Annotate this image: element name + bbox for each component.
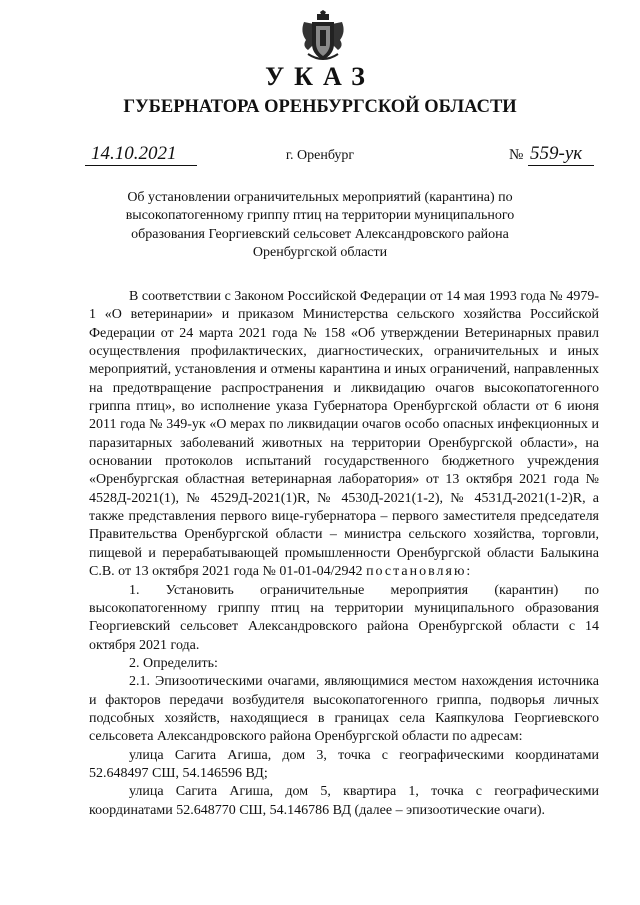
decree-city: г. Оренбург	[285, 148, 355, 163]
decree-number: 559-ук	[530, 143, 583, 164]
preamble-paragraph	[89, 288, 599, 582]
item-1-paragraph: 1. Установить ограничительные мероприятия (карантин) по высокопатогенному гриппу птиц на территории муниципального образования Георгиевский сельсовет Александровского района Оренбургской области с 14 октября 2021 года.	[89, 582, 599, 653]
decree-body	[89, 288, 599, 820]
document-type-title: УКАЗ	[265, 62, 375, 91]
decree-date: 14.10.2021	[91, 143, 177, 164]
coat-of-arms-icon	[298, 10, 348, 64]
decree-number-label: №	[509, 147, 524, 163]
item-2-1-paragraph: 2.1. Эпизоотическими очагами, являющимися местом нахождения источника и факторов передачи возбудителя высокопатогенного гриппа, подворья личных подсобных хозяйств, находящиеся в границах села Каяпкулова Георгиевского сельсовета Александровского района Оренбургской области по адресам:	[89, 674, 599, 745]
date-underline	[85, 165, 197, 166]
decree-word: постановляю:	[366, 564, 473, 580]
address-2-paragraph: улица Сагита Агиша, дом 5, квартира 1, точка с географическими координатами 52.648770 СШ, 54.146786 ВД (далее – эпизоотические очаги).	[89, 784, 599, 818]
number-underline	[528, 165, 594, 166]
address-1-paragraph: улица Сагита Агиша, дом 3, точка с географическими координатами 52.648497 СШ, 54.146596 ВД;	[89, 747, 599, 781]
item-2-paragraph: 2. Определить:	[129, 655, 218, 671]
preamble-text: В соответствии с Законом Российской Федерации от 14 мая 1993 года № 4979-1 «О ветеринарии» и приказом Министерства сельского хозяйства Российской Федерации от 24 марта 2021 года № 158 «Об утверждении Ветеринарных правил осуществления профилактических, диагностических, ограничительных и иных мероприятий, установления и отмены карантина и иных ограничений, направленных на предотвращение распространения и ликвидацию очагов высокопатогенного гриппа птиц», во исполнение указа Губернатора Оренбургской области от 6 июня 2011 года № 349-ук «О мерах по ликвидации очагов особо опасных инфекционных и паразитарных заболеваний животных на территории Оренбургской области», на основании протоколов испытаний государственного бюджетного учреждения «Оренбургская областная ветеринарная лаборатория» от 13 октября 2021 года № 4528Д-2021(1), № 4529Д-2021(1)R, № 4530Д-2021(1-2), № 4531Д-2021(1-2)R, а также представления первого вице-губернатора – первого заместителя председателя Правительства Оренбургской области – министра сельского хозяйства, торговли, пищевой и перерабатывающей промышленности Оренбургской области Балыкина С.В. от 13 октября 2021 года № 01-01-04/2942	[89, 289, 599, 580]
decree-subject: Об установлении ограничительных мероприятий (карантина) по высокопатогенному гриппу птиц на территории муниципального образования Георгиевский сельсовет Александровского района Оренбургской области	[125, 190, 515, 261]
issuer-title: ГУБЕРНАТОРА ОРЕНБУРГСКОЙ ОБЛАСТИ	[123, 97, 517, 117]
